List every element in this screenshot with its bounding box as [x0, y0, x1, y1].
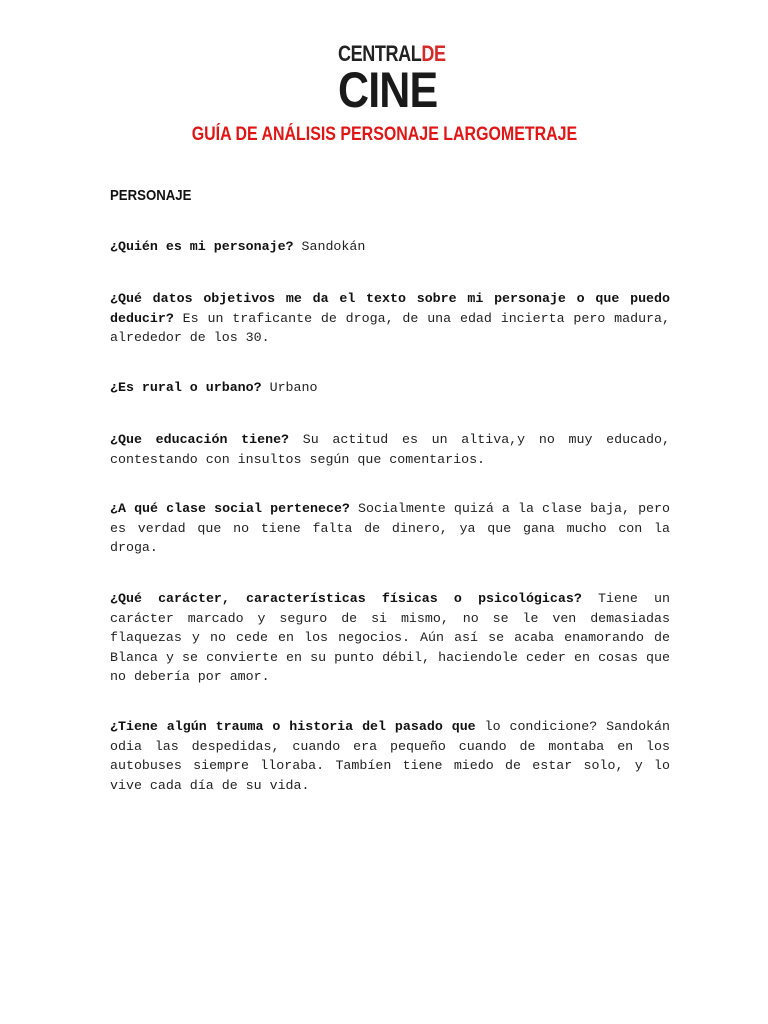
- logo-word-cine: CINE: [338, 62, 438, 118]
- qa-item-rural-urban: [110, 378, 670, 398]
- question-text: ¿Tiene algún trauma o historia del pasado que: [110, 719, 476, 734]
- document-title: [0, 124, 768, 146]
- answer-text: Tiene un carácter marcado y seguro de si mismo, no se le ven demasiadas flaquezas y no cede en los negocios. Aún así se acaba enamorando de Blanca y se convierte en su punto débil, haciendole ceder en cosas que no debería por amor.: [110, 591, 670, 684]
- question-text: ¿Que educación tiene?: [110, 432, 290, 447]
- question-text: ¿Qué carácter, características físicas o psicológicas?: [110, 591, 582, 606]
- central-de-cine-logo: [338, 41, 446, 118]
- question-text: ¿Es rural o urbano?: [110, 380, 262, 395]
- answer-text: Socialmente quizá a la clase baja, pero es verdad que no tiene falta de dinero, ya que gana mucho con la droga.: [110, 501, 670, 555]
- question-text: ¿Qué datos objetivos me da el texto sobre mi personaje o que puedo deducir?: [110, 291, 670, 326]
- question-text: ¿Quién es mi personaje?: [110, 239, 294, 254]
- logo-word-de: DE: [421, 41, 446, 66]
- answer-text: Es un traficante de droga, de una edad incierta pero madura, alrededor de los 30.: [110, 310, 670, 345]
- logo-word-central: CENTRAL: [338, 41, 422, 66]
- qa-item-social-class: [110, 499, 670, 558]
- answer-text: Sandokán: [293, 239, 366, 254]
- qa-item-objective-data: [110, 289, 670, 348]
- qa-item-trauma: [110, 717, 670, 795]
- document-title-text: GUÍA DE ANÁLISIS PERSONAJE LARGOMETRAJE: [191, 124, 577, 145]
- qa-item-education: [110, 430, 670, 469]
- qa-item-who: [110, 237, 670, 257]
- qa-item-character: [110, 589, 670, 687]
- answer-text: Su actitud es un altiva,y no muy educado, contestando con insultos según que comentarios.: [110, 432, 670, 467]
- question-text: ¿A qué clase social pertenece?: [110, 501, 350, 516]
- answer-text: lo condicione? Sandokán odia las despedidas, cuando era pequeño cuando de montaba en los autobuses siempre lloraba. Tambíen tiene miedo de estar solo, y lo vive cada día de su vida.: [110, 719, 671, 793]
- answer-text: Urbano: [261, 380, 318, 395]
- section-heading: PERSONAJE: [110, 187, 192, 204]
